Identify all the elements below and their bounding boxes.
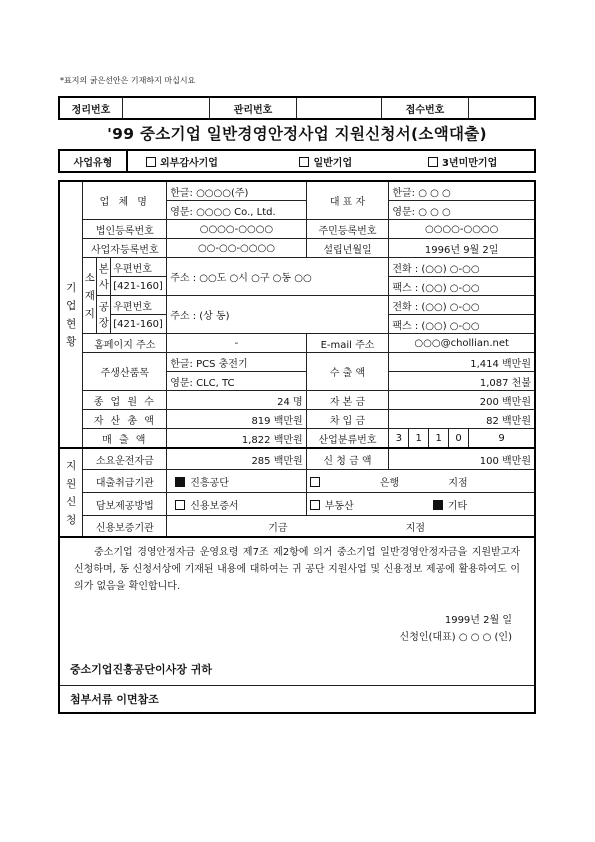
biz-type-label: 사업유형 [59,150,127,172]
assets-label: 자 산 총 액 [83,410,167,429]
applicant-line: 신청인(대표) ○ ○ ○ (인) [399,632,512,643]
attachment-note: 첨부서류 이면참조 [59,686,535,714]
founded-value[interactable]: 1996년 9월 2일 [389,239,535,258]
factory-address[interactable]: 주소 : (상 동) [167,296,389,334]
company-name-kr[interactable]: 한글: ○○○○(주) [167,181,306,201]
application-main-table [58,180,536,714]
checkbox-icon [310,500,320,510]
addressee: 중소기업진흥공단이사장 귀하 [70,663,212,676]
biz-type-options [127,150,535,172]
support-section-label: 지 원 신 청 [59,448,83,537]
capital-label: 자 본 금 [306,391,389,410]
date-line: 1999년 2월 일 [444,615,512,626]
hq-zip[interactable]: [421-160] [111,277,167,296]
location-label: 소 재 지 [83,258,97,334]
sales-label: 매 출 액 [83,429,167,449]
collateral-label: 담보제공방법 [83,493,167,516]
collateral-option-real-estate[interactable]: 부동산 [310,497,430,512]
company-name-en[interactable]: 영문: ○○○○ Co., Ltd. [167,201,306,220]
checked-box-icon [433,500,443,510]
biz-reg-label: 사업자등록번호 [83,239,167,258]
reg-no-field[interactable] [123,97,210,119]
biz-type-option-general[interactable]: 일반기업 [299,154,424,169]
borrowing-value[interactable]: 82 백만원 [389,410,535,429]
statement-text: 중소기업 경영안정자금 운영요령 제7조 제2항에 의거 중소기업 일반경영안정자금을 지원받고자 신청하며, 동 신청서상에 기재된 내용에 대하여는 귀 공단 지원사업 및 신용정보 제공에 활용하여도 이의가 없음을 확인합니다. [74,547,520,592]
factory-zip-label: 우편번호 [111,296,167,315]
products-kr[interactable]: 한글: PCS 충전기 [167,353,306,372]
guarantee-inst-label: 신용보증기관 [83,516,167,538]
biz-reg-value[interactable]: ○○-○○-○○○○ [167,239,306,258]
form-note: *표지의 굵은선안은 기재하지 마십시요 [60,76,196,85]
industry-code-digit[interactable]: 3 [389,429,409,449]
export-label: 수 출 액 [306,353,389,391]
mgmt-no-field[interactable] [297,97,382,119]
working-capital-value[interactable]: 285 백만원 [167,448,306,470]
guarantee-inst-field[interactable] [167,516,535,538]
checked-box-icon [175,477,185,487]
industry-code-digit[interactable]: 9 [469,429,535,449]
collateral-option-guarantee[interactable]: 신용보증서 [167,493,306,516]
hq-phone[interactable]: 전화 : (○○) ○-○○ [389,258,535,277]
sales-value[interactable]: 1,822 백만원 [167,429,306,449]
borrowing-label: 차 입 금 [306,410,389,429]
collateral-option-other[interactable]: 기타 [433,501,467,512]
homepage-label: 홈페이지 주소 [83,334,167,353]
export-value-usd[interactable]: 1,087 천불 [389,372,535,391]
industry-code-digit[interactable]: 0 [449,429,469,449]
request-amount-label: 신 청 금 액 [306,448,389,470]
assets-value[interactable]: 819 백만원 [167,410,306,429]
recv-no-label: 접수번호 [382,97,469,119]
loan-inst-label: 대출취급기관 [83,470,167,493]
factory-zip[interactable]: [421-160] [111,315,167,334]
products-label: 주생산품목 [83,353,167,391]
mgmt-no-label: 관리번호 [210,97,297,119]
representative-kr[interactable]: 한글: ○ ○ ○ [389,181,535,201]
reg-no-label: 정리번호 [59,97,123,119]
hq-address[interactable]: 주소 : ○○도 ○시 ○구 ○동 ○○ [167,258,389,296]
hq-label: 본 사 [97,258,111,296]
request-amount-value[interactable]: 100 백만원 [389,448,535,470]
employees-label: 종 업 원 수 [83,391,167,410]
loan-inst-option-sbc[interactable]: 진흥공단 [167,470,306,493]
industry-code-digit[interactable]: 1 [429,429,449,449]
checkbox-icon [428,157,438,167]
products-en[interactable]: 영문: CLC, TC [167,372,306,391]
representative-label: 대 표 자 [306,181,389,220]
factory-label: 공 장 [97,296,111,334]
industry-code-digit[interactable]: 1 [409,429,429,449]
corp-reg-value[interactable]: ○○○○-○○○○ [167,220,306,239]
checkbox-icon [175,500,185,510]
checkbox-icon [299,157,309,167]
checkbox-icon [146,157,156,167]
loan-inst-option-bank[interactable]: 은행 지점 [306,470,535,493]
founded-label: 설립년월일 [306,239,389,258]
collateral-options-right [306,493,535,516]
checkbox-icon [310,477,320,487]
resident-reg-label: 주민등록번호 [306,220,389,239]
capital-value[interactable]: 200 백만원 [389,391,535,410]
guarantee-branch-text: 지점 [405,522,426,534]
representative-en[interactable]: 영문: ○ ○ ○ [389,201,535,220]
corp-reg-label: 법인등록번호 [83,220,167,239]
hq-zip-label: 우편번호 [111,258,167,277]
business-type-row [58,149,536,173]
email-label: E-mail 주소 [306,334,389,353]
page-title: '99 중소기업 일반경영안정사업 지원신청서(소액대출) [107,125,487,143]
email-value[interactable]: ○○○@chollian.net [389,334,535,353]
industry-code-label: 산업분류번호 [306,429,389,449]
company-name-label: 업 체 명 [83,181,167,220]
homepage-value[interactable]: - [167,334,306,353]
factory-phone[interactable]: 전화 : (○○) ○-○○ [389,296,535,315]
company-section-label: 기 업 현 황 [59,181,83,448]
hq-fax[interactable]: 팩스 : (○○) ○-○○ [389,277,535,296]
export-value-krw[interactable]: 1,414 백만원 [389,353,535,372]
guarantee-fund-text: 기금 [268,522,288,534]
working-capital-label: 소요운전자금 [83,448,167,470]
biz-type-option-external-audit[interactable]: 외부감사기업 [146,154,296,169]
resident-reg-value[interactable]: ○○○○-○○○○ [389,220,535,239]
recv-no-field[interactable] [469,97,536,119]
factory-fax[interactable]: 팩스 : (○○) ○-○○ [389,315,535,334]
employees-value[interactable]: 24 명 [167,391,306,410]
statement-block [59,537,535,686]
biz-type-option-under-3yrs[interactable]: 3년미만기업 [428,158,497,169]
office-use-header [58,96,536,120]
